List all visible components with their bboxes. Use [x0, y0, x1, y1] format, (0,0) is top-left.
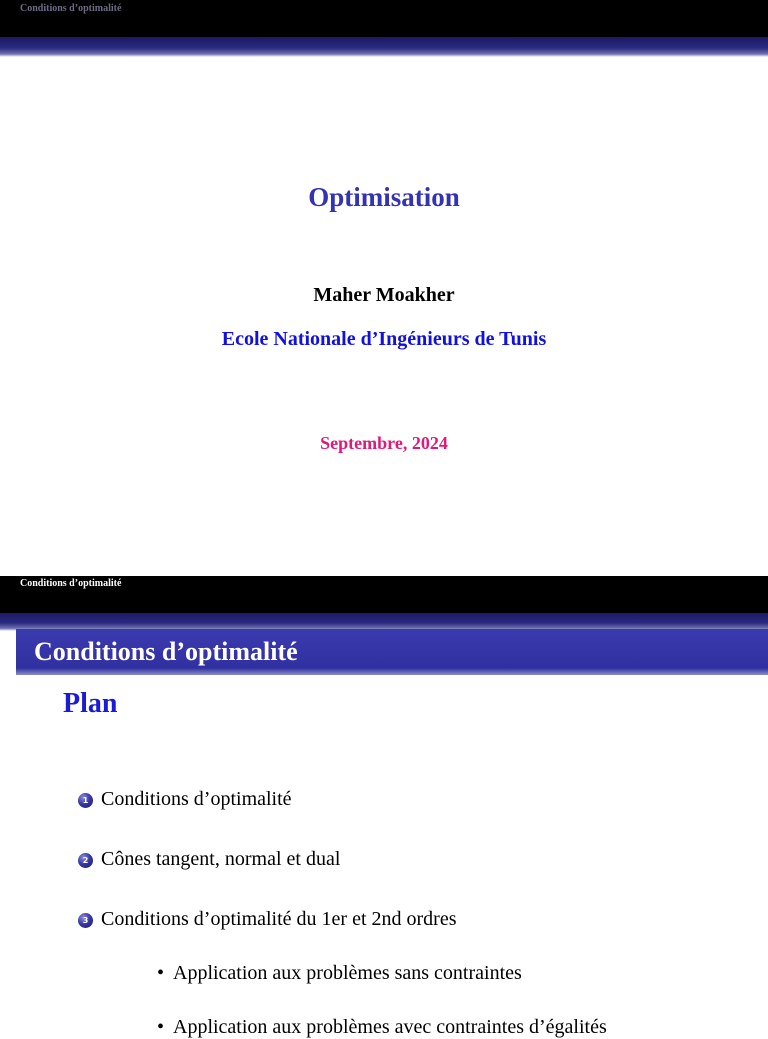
outline-subitem	[157, 962, 522, 985]
outline-item-text: Conditions d’optimalité du 1er et 2nd ordres	[101, 908, 457, 930]
presentation-date: Septembre, 2024	[320, 433, 448, 453]
outline-item-text: Cônes tangent, normal et dual	[101, 848, 341, 870]
presentation-title: Optimisation	[308, 182, 460, 212]
outline-subitem-text: Application aux problèmes sans contraintes	[173, 962, 522, 984]
bullet-icon: •	[157, 1016, 165, 1038]
frame-subtitle: Plan	[63, 688, 118, 719]
institution: Ecole Nationale d’Ingénieurs de Tunis	[221, 328, 547, 350]
outline-subitem	[157, 1016, 607, 1039]
outline-slide	[0, 576, 768, 1038]
outline-item	[78, 848, 340, 871]
frame-title-bar	[16, 629, 768, 675]
headline-bar	[0, 0, 768, 37]
author-name: Maher Moakher	[313, 284, 455, 306]
headline-shadow	[0, 37, 768, 57]
outline-item-text: Conditions d’optimalité	[101, 788, 292, 810]
bullet-icon: •	[157, 962, 165, 984]
section-header: Conditions d’optimalité	[20, 578, 122, 589]
section-header: Conditions d’optimalité	[20, 3, 122, 14]
enumeration-ball-icon: 1	[78, 793, 93, 808]
enumeration-ball-icon: 3	[78, 913, 93, 928]
frame-title: Conditions d’optimalité	[34, 637, 298, 666]
enumeration-ball-icon: 2	[78, 853, 93, 868]
outline-item	[78, 908, 457, 931]
outline-subitem-text: Application aux problèmes avec contraintes d’égalités	[173, 1016, 607, 1038]
outline-item	[78, 788, 292, 811]
headline-bar	[0, 576, 768, 613]
